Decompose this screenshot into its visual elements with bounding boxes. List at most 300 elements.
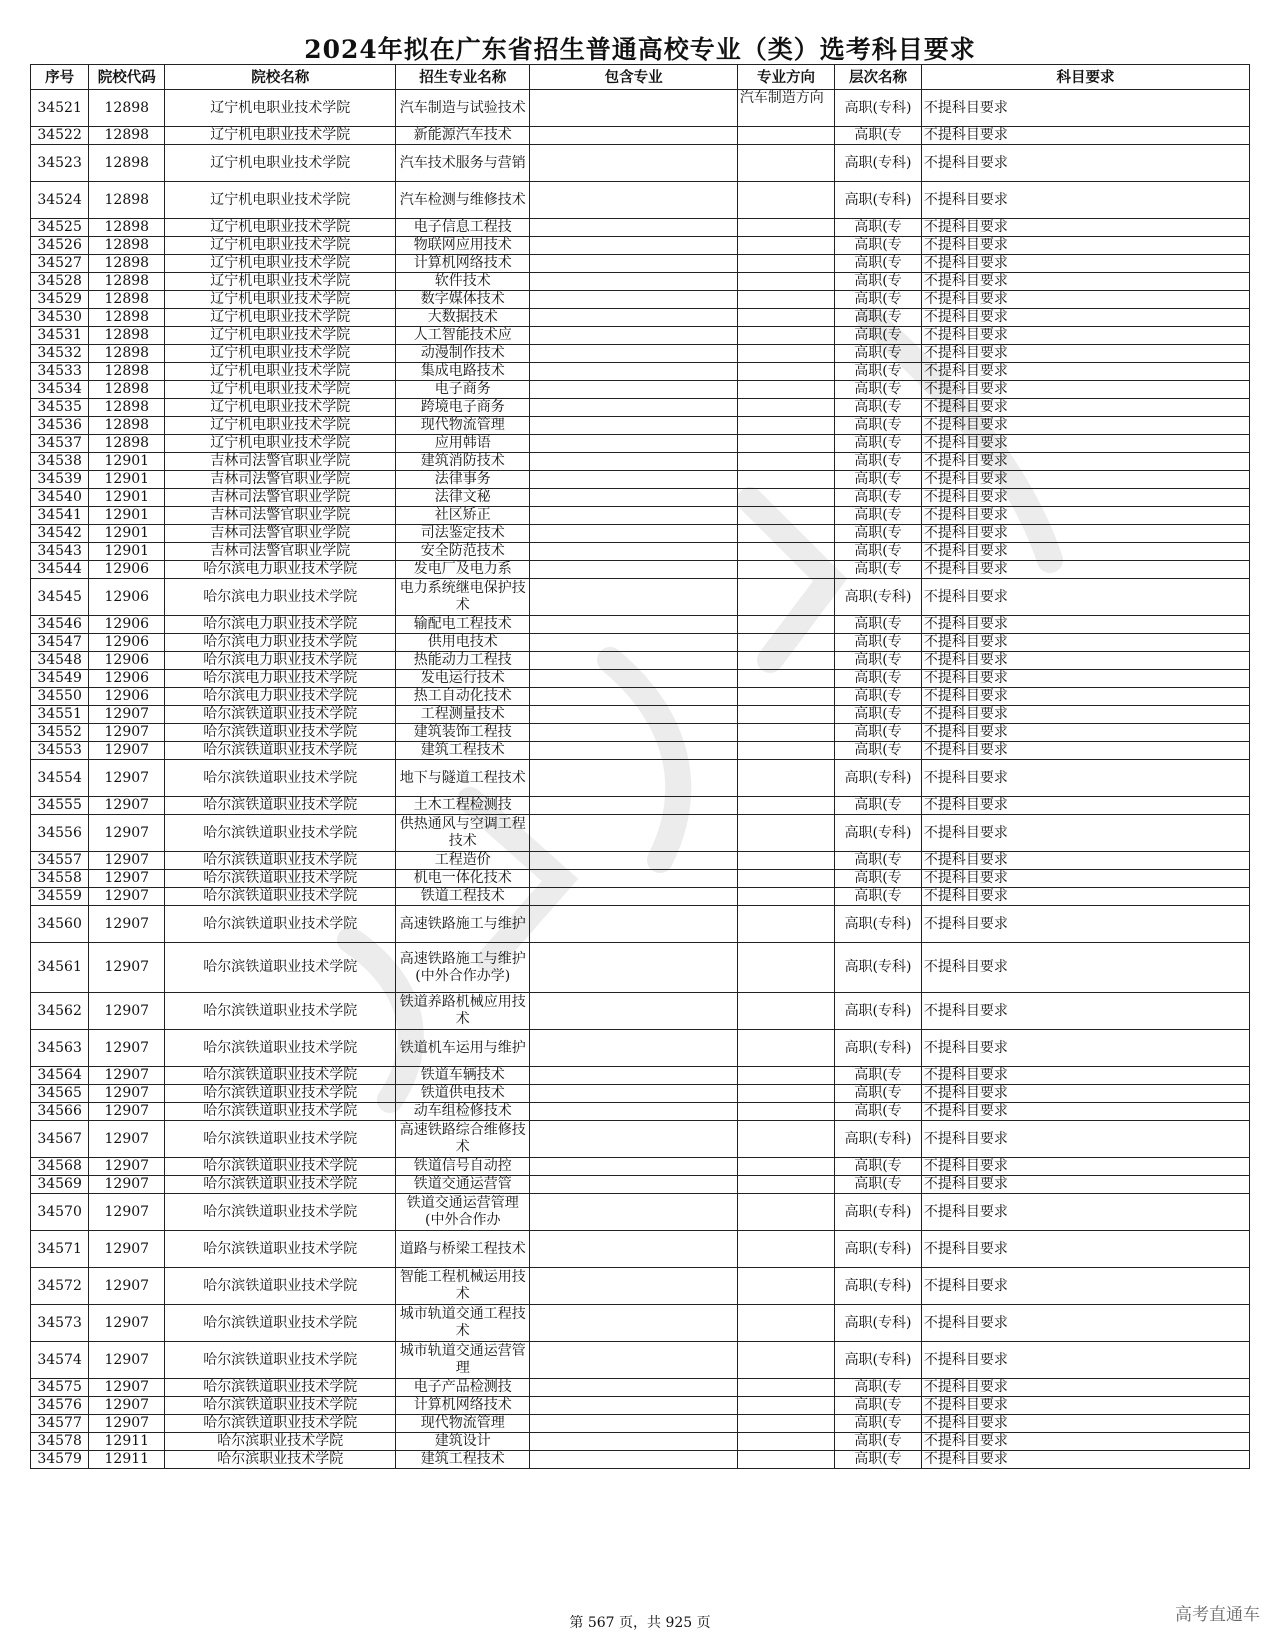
major-name-cell: 汽车技术服务与营销 xyxy=(396,145,530,182)
seq-cell: 34573 xyxy=(31,1305,89,1342)
major-name-cell: 数字媒体技术 xyxy=(396,291,530,309)
major-direction-cell xyxy=(737,815,834,852)
included-majors-cell xyxy=(530,1103,737,1121)
included-majors-cell xyxy=(530,1415,737,1433)
level-cell: 高职(专 xyxy=(835,363,922,381)
included-majors-cell xyxy=(530,579,737,616)
school-code-cell: 12901 xyxy=(89,471,165,489)
major-name-cell: 机电一体化技术 xyxy=(396,870,530,888)
level-cell: 高职(专 xyxy=(835,435,922,453)
major-name-cell: 建筑工程技术 xyxy=(396,742,530,760)
school-name-cell: 辽宁机电职业技术学院 xyxy=(165,182,396,219)
school-code-cell: 12901 xyxy=(89,453,165,471)
included-majors-cell xyxy=(530,1433,737,1451)
school-code-cell: 12901 xyxy=(89,543,165,561)
level-cell: 高职(专 xyxy=(835,219,922,237)
school-name-cell: 哈尔滨铁道职业技术学院 xyxy=(165,1121,396,1158)
school-name-cell: 哈尔滨铁道职业技术学院 xyxy=(165,1103,396,1121)
seq-cell: 34562 xyxy=(31,993,89,1030)
school-code-cell: 12907 xyxy=(89,852,165,870)
major-direction-cell xyxy=(737,345,834,363)
included-majors-cell xyxy=(530,237,737,255)
major-name-cell: 地下与隧道工程技术 xyxy=(396,760,530,797)
seq-cell: 34535 xyxy=(31,399,89,417)
school-name-cell: 吉林司法警官职业学院 xyxy=(165,525,396,543)
level-cell: 高职(专 xyxy=(835,345,922,363)
major-direction-cell xyxy=(737,1342,834,1379)
school-name-cell: 哈尔滨铁道职业技术学院 xyxy=(165,993,396,1030)
major-direction-cell xyxy=(737,145,834,182)
subject-requirement-cell: 不提科目要求 xyxy=(921,255,1249,273)
included-majors-cell xyxy=(530,363,737,381)
level-cell: 高职(专科) xyxy=(835,1342,922,1379)
school-name-cell: 哈尔滨铁道职业技术学院 xyxy=(165,1176,396,1194)
major-name-cell: 现代物流管理 xyxy=(396,417,530,435)
seq-cell: 34541 xyxy=(31,507,89,525)
included-majors-cell xyxy=(530,1342,737,1379)
seq-cell: 34579 xyxy=(31,1451,89,1469)
school-code-cell: 12906 xyxy=(89,670,165,688)
school-code-cell: 12898 xyxy=(89,182,165,219)
subject-requirement-cell: 不提科目要求 xyxy=(921,471,1249,489)
major-direction-cell xyxy=(737,255,834,273)
school-code-cell: 12907 xyxy=(89,1397,165,1415)
seq-cell: 34547 xyxy=(31,634,89,652)
school-name-cell: 哈尔滨铁道职业技术学院 xyxy=(165,1158,396,1176)
table-row xyxy=(31,417,1250,435)
major-direction-cell xyxy=(737,888,834,906)
included-majors-cell xyxy=(530,742,737,760)
school-code-cell: 12907 xyxy=(89,815,165,852)
major-name-cell: 发电运行技术 xyxy=(396,670,530,688)
level-cell: 高职(专科) xyxy=(835,1268,922,1305)
major-name-cell: 高速铁路施工与维护(中外合作办学) xyxy=(396,943,530,993)
major-direction-cell xyxy=(737,724,834,742)
subject-requirement-cell: 不提科目要求 xyxy=(921,309,1249,327)
school-name-cell: 吉林司法警官职业学院 xyxy=(165,489,396,507)
seq-cell: 34571 xyxy=(31,1231,89,1268)
subject-requirement-cell: 不提科目要求 xyxy=(921,1451,1249,1469)
level-cell: 高职(专科) xyxy=(835,1305,922,1342)
included-majors-cell xyxy=(530,670,737,688)
table-row xyxy=(31,345,1250,363)
included-majors-cell xyxy=(530,688,737,706)
major-name-cell: 热工自动化技术 xyxy=(396,688,530,706)
major-direction-cell xyxy=(737,127,834,145)
level-cell: 高职(专科) xyxy=(835,182,922,219)
level-cell: 高职(专 xyxy=(835,127,922,145)
major-name-cell: 热能动力工程技 xyxy=(396,652,530,670)
table-row xyxy=(31,1415,1250,1433)
school-code-cell: 12898 xyxy=(89,327,165,345)
major-direction-cell xyxy=(737,1433,834,1451)
level-cell: 高职(专 xyxy=(835,255,922,273)
subject-requirement-cell: 不提科目要求 xyxy=(921,906,1249,943)
school-code-cell: 12907 xyxy=(89,1085,165,1103)
subject-requirement-cell: 不提科目要求 xyxy=(921,291,1249,309)
included-majors-cell xyxy=(530,435,737,453)
major-name-cell: 智能工程机械运用技术 xyxy=(396,1268,530,1305)
subject-requirement-cell: 不提科目要求 xyxy=(921,870,1249,888)
school-code-cell: 12911 xyxy=(89,1451,165,1469)
major-name-cell: 动漫制作技术 xyxy=(396,345,530,363)
school-name-cell: 哈尔滨铁道职业技术学院 xyxy=(165,1305,396,1342)
school-name-cell: 辽宁机电职业技术学院 xyxy=(165,237,396,255)
major-direction-cell xyxy=(737,1268,834,1305)
subject-requirement-cell: 不提科目要求 xyxy=(921,417,1249,435)
seq-cell: 34551 xyxy=(31,706,89,724)
table-row xyxy=(31,525,1250,543)
level-cell: 高职(专 xyxy=(835,1103,922,1121)
included-majors-cell xyxy=(530,255,737,273)
seq-cell: 34546 xyxy=(31,616,89,634)
major-direction-cell xyxy=(737,1103,834,1121)
major-direction-cell xyxy=(737,489,834,507)
seq-cell: 34548 xyxy=(31,652,89,670)
subject-requirement-cell: 不提科目要求 xyxy=(921,797,1249,815)
school-name-cell: 哈尔滨铁道职业技术学院 xyxy=(165,1415,396,1433)
table-row xyxy=(31,815,1250,852)
table-header-row xyxy=(31,65,1250,90)
included-majors-cell xyxy=(530,1231,737,1268)
table-row xyxy=(31,870,1250,888)
table-row xyxy=(31,1103,1250,1121)
major-name-cell: 计算机网络技术 xyxy=(396,255,530,273)
school-code-cell: 12898 xyxy=(89,291,165,309)
major-direction-cell xyxy=(737,1415,834,1433)
major-direction-cell xyxy=(737,634,834,652)
level-cell: 高职(专 xyxy=(835,870,922,888)
included-majors-cell xyxy=(530,943,737,993)
level-cell: 高职(专 xyxy=(835,852,922,870)
major-name-cell: 大数据技术 xyxy=(396,309,530,327)
major-direction-cell xyxy=(737,1030,834,1067)
column-header: 包含专业 xyxy=(530,65,737,90)
subject-requirement-cell: 不提科目要求 xyxy=(921,381,1249,399)
subject-requirement-cell: 不提科目要求 xyxy=(921,993,1249,1030)
table-row xyxy=(31,852,1250,870)
school-name-cell: 辽宁机电职业技术学院 xyxy=(165,145,396,182)
major-name-cell: 建筑装饰工程技 xyxy=(396,724,530,742)
column-header: 层次名称 xyxy=(835,65,922,90)
school-code-cell: 12907 xyxy=(89,1231,165,1268)
subject-requirement-cell: 不提科目要求 xyxy=(921,1085,1249,1103)
subject-requirement-cell: 不提科目要求 xyxy=(921,760,1249,797)
major-direction-cell xyxy=(737,1121,834,1158)
seq-cell: 34575 xyxy=(31,1379,89,1397)
table-row xyxy=(31,742,1250,760)
seq-cell: 34533 xyxy=(31,363,89,381)
school-code-cell: 12898 xyxy=(89,219,165,237)
seq-cell: 34555 xyxy=(31,797,89,815)
level-cell: 高职(专科) xyxy=(835,1231,922,1268)
major-direction-cell xyxy=(737,525,834,543)
school-name-cell: 哈尔滨铁道职业技术学院 xyxy=(165,1030,396,1067)
subject-requirement-cell: 不提科目要求 xyxy=(921,943,1249,993)
subject-requirement-cell: 不提科目要求 xyxy=(921,616,1249,634)
level-cell: 高职(专 xyxy=(835,1379,922,1397)
major-direction-cell xyxy=(737,363,834,381)
seq-cell: 34524 xyxy=(31,182,89,219)
major-name-cell: 电子产品检测技 xyxy=(396,1379,530,1397)
level-cell: 高职(专 xyxy=(835,543,922,561)
level-cell: 高职(专 xyxy=(835,688,922,706)
included-majors-cell xyxy=(530,273,737,291)
school-code-cell: 12907 xyxy=(89,993,165,1030)
included-majors-cell xyxy=(530,1085,737,1103)
included-majors-cell xyxy=(530,1121,737,1158)
level-cell: 高职(专科) xyxy=(835,993,922,1030)
table-row xyxy=(31,182,1250,219)
school-name-cell: 辽宁机电职业技术学院 xyxy=(165,417,396,435)
subject-requirement-cell: 不提科目要求 xyxy=(921,1433,1249,1451)
included-majors-cell xyxy=(530,1379,737,1397)
level-cell: 高职(专 xyxy=(835,634,922,652)
seq-cell: 34540 xyxy=(31,489,89,507)
major-name-cell: 工程造价 xyxy=(396,852,530,870)
table-row xyxy=(31,724,1250,742)
level-cell: 高职(专 xyxy=(835,1415,922,1433)
school-code-cell: 12906 xyxy=(89,688,165,706)
major-name-cell: 工程测量技术 xyxy=(396,706,530,724)
school-name-cell: 辽宁机电职业技术学院 xyxy=(165,363,396,381)
school-name-cell: 辽宁机电职业技术学院 xyxy=(165,255,396,273)
table-row xyxy=(31,943,1250,993)
table-row xyxy=(31,273,1250,291)
school-code-cell: 12898 xyxy=(89,90,165,127)
seq-cell: 34554 xyxy=(31,760,89,797)
school-name-cell: 哈尔滨铁道职业技术学院 xyxy=(165,1397,396,1415)
seq-cell: 34522 xyxy=(31,127,89,145)
table-row xyxy=(31,993,1250,1030)
table-row xyxy=(31,1176,1250,1194)
school-name-cell: 哈尔滨铁道职业技术学院 xyxy=(165,888,396,906)
school-name-cell: 哈尔滨电力职业技术学院 xyxy=(165,670,396,688)
seq-cell: 34552 xyxy=(31,724,89,742)
included-majors-cell xyxy=(530,1451,737,1469)
school-name-cell: 哈尔滨职业技术学院 xyxy=(165,1451,396,1469)
school-code-cell: 12907 xyxy=(89,1103,165,1121)
school-name-cell: 哈尔滨铁道职业技术学院 xyxy=(165,1268,396,1305)
major-direction-cell xyxy=(737,1158,834,1176)
subject-requirement-cell: 不提科目要求 xyxy=(921,1342,1249,1379)
subject-requirement-cell: 不提科目要求 xyxy=(921,888,1249,906)
level-cell: 高职(专 xyxy=(835,399,922,417)
table-row xyxy=(31,1067,1250,1085)
seq-cell: 34557 xyxy=(31,852,89,870)
table-row xyxy=(31,1030,1250,1067)
level-cell: 高职(专 xyxy=(835,471,922,489)
column-header: 科目要求 xyxy=(921,65,1249,90)
table-row xyxy=(31,435,1250,453)
school-name-cell: 辽宁机电职业技术学院 xyxy=(165,435,396,453)
major-name-cell: 现代物流管理 xyxy=(396,1415,530,1433)
subject-requirement-cell: 不提科目要求 xyxy=(921,1176,1249,1194)
school-name-cell: 辽宁机电职业技术学院 xyxy=(165,381,396,399)
major-name-cell: 铁道养路机械应用技术 xyxy=(396,993,530,1030)
school-name-cell: 哈尔滨铁道职业技术学院 xyxy=(165,724,396,742)
included-majors-cell xyxy=(530,1067,737,1085)
table-row xyxy=(31,471,1250,489)
seq-cell: 34561 xyxy=(31,943,89,993)
level-cell: 高职(专 xyxy=(835,797,922,815)
table-row xyxy=(31,399,1250,417)
subject-requirement-cell: 不提科目要求 xyxy=(921,507,1249,525)
school-code-cell: 12898 xyxy=(89,417,165,435)
major-direction-cell xyxy=(737,852,834,870)
school-name-cell: 辽宁机电职业技术学院 xyxy=(165,327,396,345)
brand-watermark: 高考直通车 xyxy=(1175,1605,1260,1625)
school-name-cell: 辽宁机电职业技术学院 xyxy=(165,219,396,237)
major-name-cell: 城市轨道交通运营管理 xyxy=(396,1342,530,1379)
major-name-cell: 电子信息工程技 xyxy=(396,219,530,237)
major-name-cell: 应用韩语 xyxy=(396,435,530,453)
table-row xyxy=(31,363,1250,381)
table-row xyxy=(31,255,1250,273)
included-majors-cell xyxy=(530,1194,737,1231)
major-name-cell: 铁道车辆技术 xyxy=(396,1067,530,1085)
school-code-cell: 12898 xyxy=(89,363,165,381)
included-majors-cell xyxy=(530,616,737,634)
included-majors-cell xyxy=(530,724,737,742)
subject-requirement-cell: 不提科目要求 xyxy=(921,90,1249,127)
school-name-cell: 吉林司法警官职业学院 xyxy=(165,453,396,471)
included-majors-cell xyxy=(530,706,737,724)
school-name-cell: 辽宁机电职业技术学院 xyxy=(165,127,396,145)
included-majors-cell xyxy=(530,1397,737,1415)
major-direction-cell xyxy=(737,1305,834,1342)
seq-cell: 34538 xyxy=(31,453,89,471)
school-name-cell: 哈尔滨电力职业技术学院 xyxy=(165,634,396,652)
included-majors-cell xyxy=(530,127,737,145)
seq-cell: 34559 xyxy=(31,888,89,906)
major-direction-cell xyxy=(737,381,834,399)
subject-requirement-cell: 不提科目要求 xyxy=(921,1194,1249,1231)
subject-requirement-cell: 不提科目要求 xyxy=(921,1305,1249,1342)
subject-requirement-cell: 不提科目要求 xyxy=(921,1379,1249,1397)
included-majors-cell xyxy=(530,993,737,1030)
subject-requirement-cell: 不提科目要求 xyxy=(921,1268,1249,1305)
school-name-cell: 哈尔滨铁道职业技术学院 xyxy=(165,906,396,943)
table-row xyxy=(31,906,1250,943)
seq-cell: 34529 xyxy=(31,291,89,309)
major-name-cell: 铁道供电技术 xyxy=(396,1085,530,1103)
table-row xyxy=(31,327,1250,345)
level-cell: 高职(专 xyxy=(835,237,922,255)
seq-cell: 34532 xyxy=(31,345,89,363)
major-direction-cell xyxy=(737,616,834,634)
subject-requirement-cell: 不提科目要求 xyxy=(921,273,1249,291)
major-direction-cell xyxy=(737,943,834,993)
seq-cell: 34550 xyxy=(31,688,89,706)
school-name-cell: 哈尔滨电力职业技术学院 xyxy=(165,616,396,634)
major-name-cell: 人工智能技术应 xyxy=(396,327,530,345)
subject-requirement-cell: 不提科目要求 xyxy=(921,127,1249,145)
table-row xyxy=(31,381,1250,399)
subject-requirement-cell: 不提科目要求 xyxy=(921,345,1249,363)
level-cell: 高职(专 xyxy=(835,652,922,670)
major-direction-cell xyxy=(737,760,834,797)
requirements-table xyxy=(30,64,1250,1469)
table-row xyxy=(31,634,1250,652)
school-code-cell: 12898 xyxy=(89,435,165,453)
school-name-cell: 辽宁机电职业技术学院 xyxy=(165,291,396,309)
subject-requirement-cell: 不提科目要求 xyxy=(921,688,1249,706)
included-majors-cell xyxy=(530,561,737,579)
school-name-cell: 哈尔滨电力职业技术学院 xyxy=(165,688,396,706)
subject-requirement-cell: 不提科目要求 xyxy=(921,634,1249,652)
seq-cell: 34530 xyxy=(31,309,89,327)
level-cell: 高职(专 xyxy=(835,724,922,742)
school-name-cell: 哈尔滨电力职业技术学院 xyxy=(165,561,396,579)
school-code-cell: 12901 xyxy=(89,525,165,543)
school-name-cell: 辽宁机电职业技术学院 xyxy=(165,309,396,327)
school-name-cell: 辽宁机电职业技术学院 xyxy=(165,273,396,291)
seq-cell: 34565 xyxy=(31,1085,89,1103)
school-code-cell: 12907 xyxy=(89,943,165,993)
major-name-cell: 土木工程检测技 xyxy=(396,797,530,815)
major-direction-cell xyxy=(737,797,834,815)
subject-requirement-cell: 不提科目要求 xyxy=(921,237,1249,255)
school-code-cell: 12907 xyxy=(89,724,165,742)
school-code-cell: 12907 xyxy=(89,1067,165,1085)
major-name-cell: 动车组检修技术 xyxy=(396,1103,530,1121)
school-code-cell: 12898 xyxy=(89,309,165,327)
table-row xyxy=(31,888,1250,906)
school-name-cell: 哈尔滨电力职业技术学院 xyxy=(165,579,396,616)
school-code-cell: 12907 xyxy=(89,906,165,943)
major-name-cell: 新能源汽车技术 xyxy=(396,127,530,145)
table-row xyxy=(31,1342,1250,1379)
table-row xyxy=(31,1305,1250,1342)
major-direction-cell xyxy=(737,1085,834,1103)
seq-cell: 34527 xyxy=(31,255,89,273)
subject-requirement-cell: 不提科目要求 xyxy=(921,182,1249,219)
subject-requirement-cell: 不提科目要求 xyxy=(921,815,1249,852)
school-name-cell: 吉林司法警官职业学院 xyxy=(165,471,396,489)
major-direction-cell xyxy=(737,237,834,255)
school-code-cell: 12907 xyxy=(89,1194,165,1231)
school-code-cell: 12907 xyxy=(89,1158,165,1176)
table-row xyxy=(31,291,1250,309)
seq-cell: 34576 xyxy=(31,1397,89,1415)
major-name-cell: 跨境电子商务 xyxy=(396,399,530,417)
included-majors-cell xyxy=(530,471,737,489)
school-name-cell: 辽宁机电职业技术学院 xyxy=(165,90,396,127)
table-row xyxy=(31,1268,1250,1305)
school-code-cell: 12907 xyxy=(89,888,165,906)
included-majors-cell xyxy=(530,760,737,797)
table-row xyxy=(31,145,1250,182)
subject-requirement-cell: 不提科目要求 xyxy=(921,1158,1249,1176)
subject-requirement-cell: 不提科目要求 xyxy=(921,1415,1249,1433)
major-name-cell: 铁道信号自动控 xyxy=(396,1158,530,1176)
subject-requirement-cell: 不提科目要求 xyxy=(921,652,1249,670)
table-row xyxy=(31,1158,1250,1176)
included-majors-cell xyxy=(530,90,737,127)
major-name-cell: 汽车检测与维修技术 xyxy=(396,182,530,219)
school-name-cell: 哈尔滨铁道职业技术学院 xyxy=(165,742,396,760)
table-row xyxy=(31,688,1250,706)
table-row xyxy=(31,90,1250,127)
school-name-cell: 哈尔滨电力职业技术学院 xyxy=(165,652,396,670)
table-row xyxy=(31,1397,1250,1415)
school-code-cell: 12906 xyxy=(89,561,165,579)
school-code-cell: 12898 xyxy=(89,255,165,273)
school-code-cell: 12907 xyxy=(89,706,165,724)
page-footer: 第 567 页，共 925 页 xyxy=(569,1615,711,1631)
school-name-cell: 辽宁机电职业技术学院 xyxy=(165,345,396,363)
